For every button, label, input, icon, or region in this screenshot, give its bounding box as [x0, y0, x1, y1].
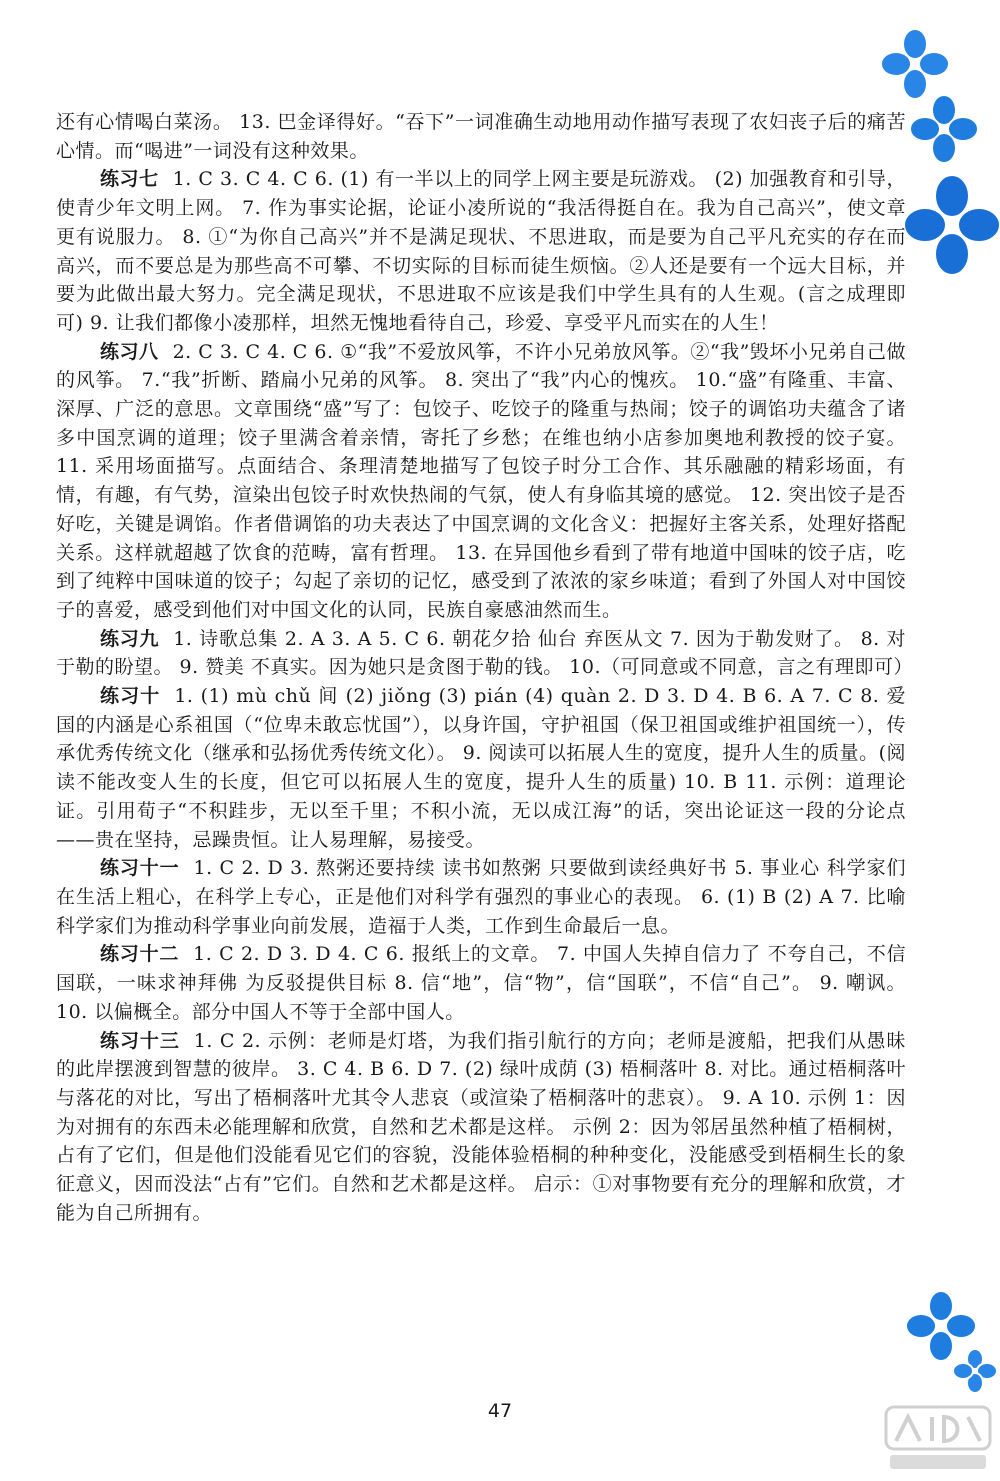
- paragraph-text: 1. 诗歌总集 2. A 3. A 5. C 6. 朝花夕拾 仙台 弃医从文 7. 因为于勒发财了。 8. 对于勒的盼望。 9. 赞美 不真实。因为她只是贪图于勒的钱。 10.（可同意或不同意，言之有理即可）: [56, 627, 914, 679]
- paragraph-text: 1. C 2. D 3. 熬粥还要持续 读书如熬粥 只要做到读经典好书 5. 事业心 科学家们在生活上粗心，在科学上专心，正是他们对科学有强烈的事业心的表现。 6. (1) B (2) A 7. 比喻科学家们为推动科学事业向前发展，造福于人类，工作到生命最后一息。: [56, 857, 906, 937]
- paragraph-text: 还有心情喝白菜汤。 13. 巴金译得好。“吞下”一词准确生动地用动作描写表现了农妇丧子后的痛苦心情。而“喝进”一词没有这种效果。: [56, 111, 906, 162]
- paragraph-exercise-13: [56, 1027, 906, 1228]
- paragraph-exercise-10: [56, 682, 906, 854]
- paragraph-text: 1. (1) mù chǔ 间 (2) jiǒng (3) pián (4) quàn 2. D 3. D 4. B 6. A 7. C 8. 爱国的内涵是心系祖国（“位卑未敢忘忧国”），以身许国，守护祖国（保卫祖国或维护祖国统一），传承优秀传统文化（继承和弘扬优秀传统文化）。 9. 阅读可以拓展人生的宽度，提升人生的质量。(阅读不能改变人生的长度，但它可以拓展人生的宽度，提升人生的质量) 10. B 11. 示例：道理论证。引用荀子“不积跬步，无以至千里；不积小流，无以成江海”的话，突出论证这一段的分论点——贵在坚持，忌躁贵恒。让人易理解，易接受。: [56, 685, 906, 851]
- paragraph-text: 1. C 3. C 4. C 6. (1) 有一半以上的同学上网主要是玩游戏。 (2) 加强教育和引导，使青少年文明上网。 7. 作为事实论据，论证小凌所说的“我活得挺自在。我为自己高兴”，使文章更有说服力。 8. ①“为你自己高兴”并不是满足现状、不思进取，而是要为自己平凡充实的存在而高兴，而不要总是为那些高不可攀、不切实际的目标而徒生烦恼。②人还是要有一个远大目标，并要为此做出最大努力。完全满足现状，不思进取不应该是我们中学生具有的人生观。(言之成理即可) 9. 让我们都像小凌那样，坦然无愧地看待自己，珍爱、享受平凡而实在的人生！: [56, 168, 906, 334]
- exercise-heading: 练习八: [100, 340, 159, 363]
- exercise-heading: 练习十二: [100, 943, 180, 966]
- clover-icon: [880, 28, 950, 100]
- paragraph-exercise-11: [56, 854, 906, 940]
- exercise-heading: 练习十: [100, 685, 161, 708]
- exercise-heading: 练习十一: [100, 857, 180, 880]
- exercise-heading: 练习七: [100, 168, 159, 191]
- clover-icon: [904, 175, 1000, 275]
- paragraph-exercise-12: [56, 940, 906, 1026]
- paragraph-text: 2. C 3. C 4. C 6. ①“我”不爱放风筝，不许小兄弟放风筝。②“我”毁坏小兄弟自己做的风筝。 7.“我”折断、踏扁小兄弟的风筝。 8. 突出了“我”内心的愧疚。 10.“盛”有隆重、丰富、深厚、广泛的意思。文章围绕“盛”写了：包饺子、吃饺子的隆重与热闹；饺子的调馅功夫蕴含了诸多中国烹调的道理；饺子里满含着亲情，寄托了乡愁；在维也纳小店参加奥地利教授的饺子宴。 11. 采用场面描写。点面结合、条理清楚地描写了包饺子时分工合作、其乐融融的精彩场面，有情，有趣，有气势，渲染出包饺子时欢快热闹的气氛，使人有身临其境的感觉。 12. 突出饺子是否好吃，关键是调馅。作者借调馅的功夫表达了中国烹调的文化含义：把握好主客关系，处理好搭配关系。这样就超越了饮食的范畴，富有哲理。 13. 在异国他乡看到了带有地道中国味的饺子店，吃到了纯粹中国味道的饺子；勾起了亲切的记忆，感受到了浓浓的家乡味道；看到了外国人对中国饺子的喜爱，感受到他们对中国文化的认同，民族自豪感油然而生。: [56, 340, 906, 621]
- answer-text: [56, 108, 914, 1227]
- exercise-heading: 练习十三: [100, 1029, 180, 1052]
- exercise-heading: 练习九: [100, 627, 160, 650]
- watermark-logo: [882, 1401, 994, 1475]
- paragraph-text: 1. C 2. D 3. D 4. C 6. 报纸上的文章。 7. 中国人失掉自信力了 不夸自己，不信国联，一味求神拜佛 为反驳提供目标 8. 信“地”，信“物”，信“国联”，不信“自己”。 9. 嘲讽。 10. 以偏概全。部分中国人不等于全部中国人。: [56, 943, 906, 1023]
- clover-icon: [952, 1348, 998, 1394]
- page-number: 47: [487, 1400, 513, 1422]
- paragraph-exercise-9: [56, 625, 914, 682]
- paragraph-exercise-7: [56, 165, 906, 337]
- paragraph-0: [56, 108, 906, 165]
- paragraph-text: 1. C 2. 示例：老师是灯塔，为我们指引航行的方向；老师是渡船，把我们从愚昧的此岸摆渡到智慧的彼岸。 3. C 4. B 6. D 7. (2) 绿叶成荫 (3) 梧桐落叶 8. 对比。通过梧桐落叶与落花的对比，写出了梧桐落叶尤其令人悲哀（或渲染了梧桐落叶的悲哀）。 9. A 10. 示例 1：因为对拥有的东西未必能理解和欣赏，自然和艺术都是这样。 示例 2：因为邻居虽然种植了梧桐树，占有了它们，但是他们没能看见它们的容貌，没能体验梧桐的种种变化，没能感受到梧桐生长的象征意义，因而没法“占有”它们。自然和艺术都是这样。 启示：①对事物要有充分的理解和欣赏，才能为自己所拥有。: [56, 1029, 906, 1224]
- paragraph-exercise-8: [56, 338, 906, 625]
- clover-icon: [910, 95, 978, 163]
